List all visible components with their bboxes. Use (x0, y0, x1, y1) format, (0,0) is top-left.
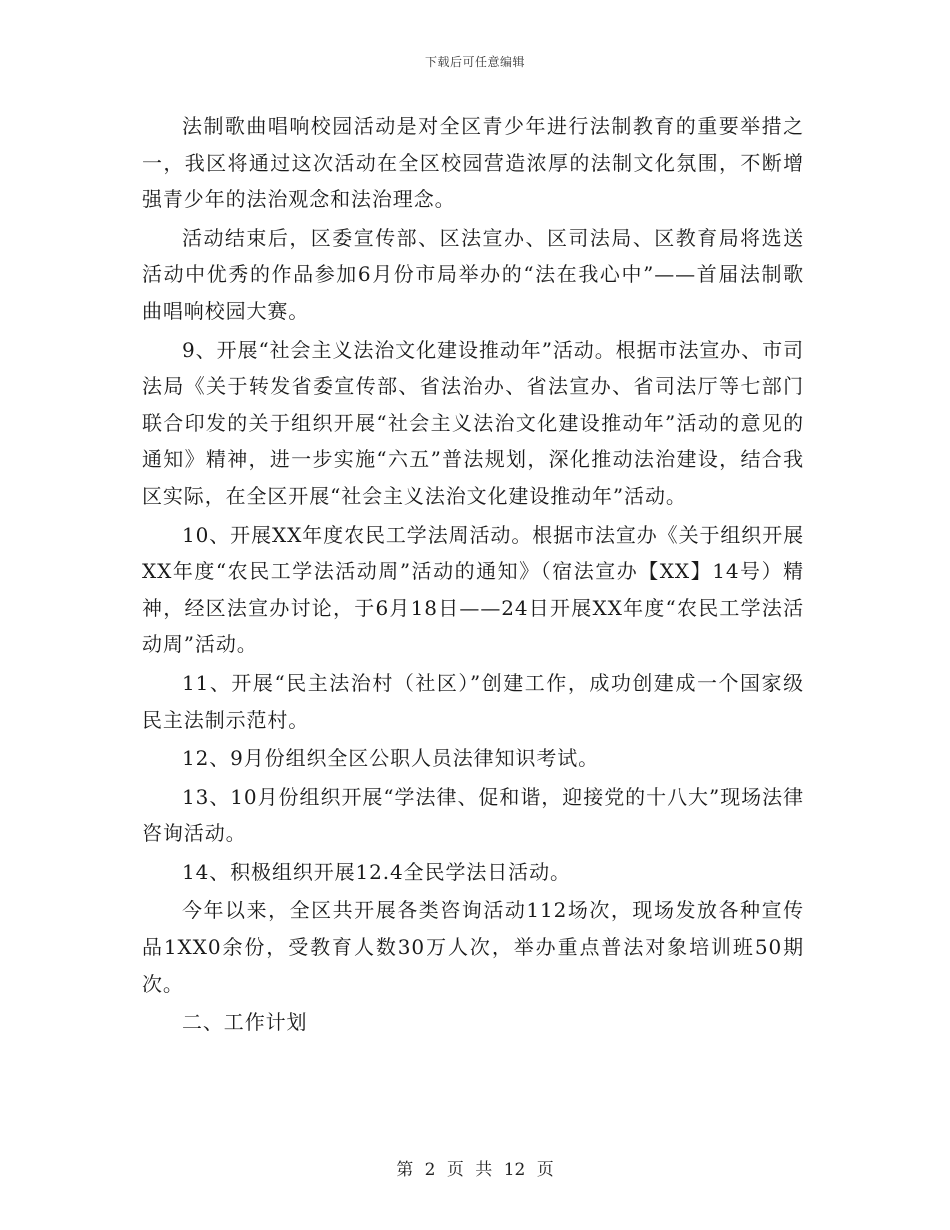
paragraph-1: 法制歌曲唱响校园活动是对全区青少年进行法制教育的重要举措之一，我区将通过这次活动在全区校园营造浓厚的法制文化氛围，不断增强青少年的法治观念和法治理念。 (142, 114, 804, 212)
page-header-note: 下载后可任意编辑 (424, 55, 525, 69)
paragraph-8: 14、积极组织开展12.4全民学法日活动。 (182, 859, 571, 884)
paragraph-9: 今年以来，全区共开展各类咨询活动112场次，现场发放各种宣传品1XX0余份，受教育人数30万人次，举办重点普法对象培训班50期次。 (142, 898, 804, 996)
section-heading: 二、工作计划 (182, 1010, 308, 1035)
paragraph-3: 9、开展“社会主义法治文化建设推动年”活动。根据市法宣办、市司法局《关于转发省委宣传部、省法治办、省法宣办、省司法厅等七部门联合印发的关于组织开展“社会主义法治文化建设推动年”活动的意见的通知》精神，进一步实施“六五”普法规划，深化推动法治建设，结合我区实际，在全区开展“社会主义法治文化建设推动年”活动。 (142, 337, 804, 508)
page-number-footer: 第 2 页 共 12 页 (396, 1160, 554, 1180)
document-body (142, 108, 804, 1043)
paragraph-4: 10、开展XX年度农民工学法周活动。根据市法宣办《关于组织开展XX年度“农民工学法活动周”活动的通知》（宿法宣办【XX】14号）精神，经区法宣办讨论，于6月18日——24日开展XX年度“农民工学法活动周”活动。 (142, 522, 804, 657)
paragraph-7: 13、10月份组织开展“学法律、促和谐，迎接党的十八大”现场法律咨询活动。 (142, 784, 804, 846)
paragraph-2: 活动结束后，区委宣传部、区法宣办、区司法局、区教育局将选送活动中优秀的作品参加6月份市局举办的“法在我心中”——首届法制歌曲唱响校园大赛。 (142, 225, 804, 323)
paragraph-5: 11、开展“民主法治村（社区）”创建工作，成功创建成一个国家级民主法制示范村。 (142, 670, 804, 732)
paragraph-6: 12、9月份组织全区公职人员法律知识考试。 (182, 746, 600, 771)
